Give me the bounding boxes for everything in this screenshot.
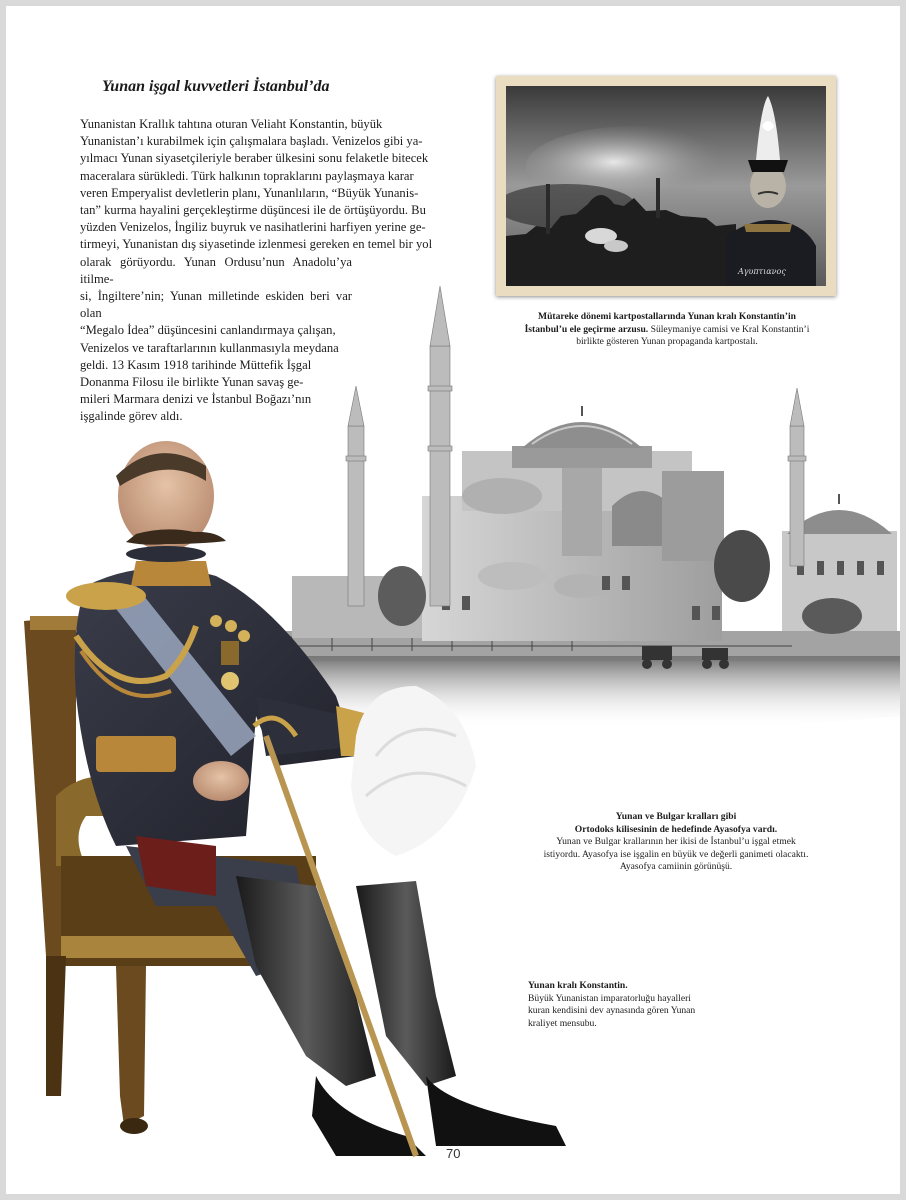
king-konstantin-portrait bbox=[16, 436, 576, 1176]
body-line: mileri Marmara denizi ve İstanbul Boğazı’nın bbox=[80, 392, 312, 407]
caption-text-2: birlikte gösteren Yunan propaganda kartpostalı. bbox=[576, 336, 758, 347]
postcard-inscription: Αγυπτιανος bbox=[738, 267, 786, 276]
book-page bbox=[6, 6, 900, 1194]
caption-line: Yunan ve Bulgar krallarının her ikisi de İstanbul’u işgal etmek bbox=[556, 836, 796, 847]
caption-bold: Mütareke dönemi kartpostallarında Yunan kralı Konstantin’in bbox=[538, 311, 796, 322]
body-line: veren Emperyalist devletlerin planı, Yunanlıların, “Büyük Yunanis- bbox=[80, 185, 419, 200]
page-number: 70 bbox=[446, 1146, 461, 1161]
body-line: Yunanistan’ı kurabilmek için çalışmalara başladı. Venizelos gibi ya- bbox=[80, 134, 423, 149]
body-line: işgalinde görev aldı. bbox=[80, 409, 183, 424]
body-line: Yunanistan Krallık tahtına oturan Veliaht Konstantin, büyük bbox=[80, 117, 383, 131]
section-heading: Yunan işgal kuvvetleri İstanbul’da bbox=[102, 78, 330, 95]
caption-bold-2: İstanbul’u ele geçirme arzusu. bbox=[524, 323, 649, 335]
caption-line: kraliyet mensubu. bbox=[528, 1017, 597, 1029]
body-line: tirmeyi, Yunanistan dış siyasetinde izlenmesi gereken en temel bir yol bbox=[80, 237, 433, 252]
caption-line: Büyük Yunanistan imparatorluğu hayalleri bbox=[528, 992, 691, 1004]
body-line: maceralara sürükledi. Türk halkının topraklarını paylaşmaya karar bbox=[80, 168, 414, 183]
caption-line: kuran kendisini dev aynasında gören Yunan bbox=[528, 1005, 696, 1016]
body-line: Venizelos ve taraftarlarının kullanmasıyla meydana bbox=[80, 340, 339, 355]
body-line: geldi. 13 Kasım 1918 tarihinde Müttefik İşgal bbox=[80, 357, 312, 372]
caption-title: Yunan ve Bulgar kralları gibi bbox=[615, 811, 737, 822]
body-line: olarak görüyordu. Yunan Ordusu’nun Anadolu’ya itilme- bbox=[80, 254, 352, 286]
propaganda-postcard bbox=[496, 76, 836, 296]
body-line: si, İngiltere’nin; Yunan milletinde eskiden beri var olan bbox=[80, 289, 352, 321]
body-line: yüzden Venizelos, İngiliz buyruk ve nasihatlerini harfiyen yerine ge- bbox=[80, 220, 426, 235]
caption-title: Yunan kralı Konstantin. bbox=[528, 980, 628, 991]
caption-line: istiyordu. Ayasofya ise işgalin en büyük ve değerli ganimeti olacaktı. bbox=[543, 848, 809, 860]
body-line: “Megalo İdea” düşüncesini canlandırmaya çalışan, bbox=[80, 323, 336, 338]
caption-title-2: Ortodoks kilisesinin de hedefinde Ayasofya vardı. bbox=[574, 823, 778, 835]
caption-line: Ayasofya camiinin görünüşü. bbox=[619, 861, 733, 872]
body-line: tan” kurma hayalini gerçekleştirme düşüncesi ile de örtüşüyordu. Bu bbox=[80, 203, 426, 218]
body-line: Donanma Filosu ile birlikte Yunan savaş ge- bbox=[80, 375, 304, 390]
king-caption bbox=[528, 980, 758, 1030]
body-line: yılmacı Yunan siyasetçileriyle beraber ülkesini sonu felaketle bitecek bbox=[80, 151, 429, 166]
postcard-image bbox=[506, 86, 826, 286]
caption-text: Süleymaniye camisi ve Kral Konstantin’i bbox=[648, 323, 810, 335]
